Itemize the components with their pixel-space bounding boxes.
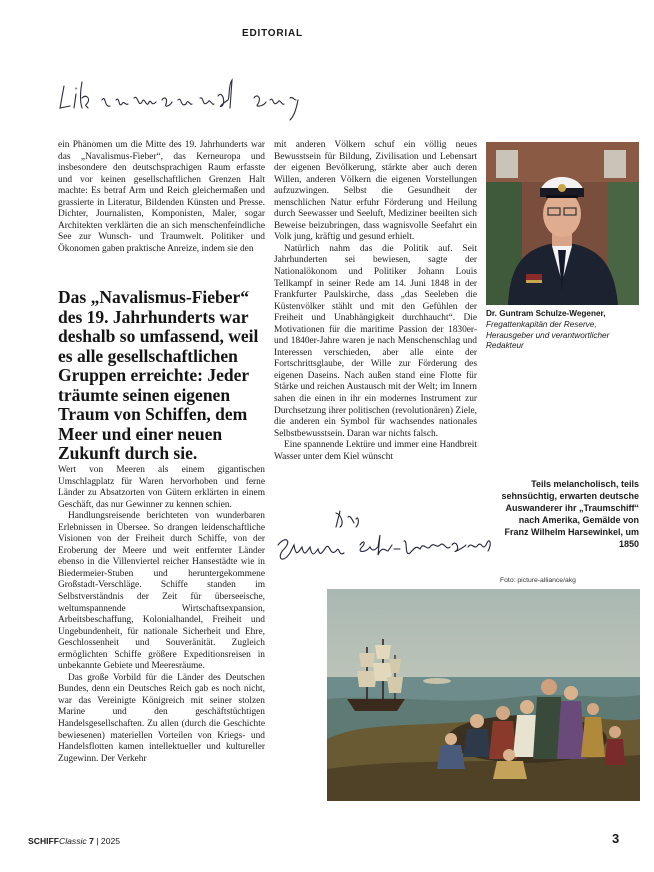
article-column-1-bottom <box>58 465 265 765</box>
footer-brand <box>28 836 120 846</box>
article-column-2 <box>274 140 477 463</box>
paragraph: mit anderen Völkern schuf ein völlig neues Bewusstsein für Bildung, Zivilisation und Lebensart der eigenen Bevölkerung, stärkte aber auch deren Willen, anderen Völkern die eigenen Vorstellungen aufzuzwingen. Selbst die Gesundheit der menschlichen Natur erfuhr Förderung und Heilung durch Seewasser und Seeluft, Mediziner beeilten sich Beweise beizubringen, dass wagnisvolle Seefahrt ein Volk jung, kräftig und gesund erhielt. <box>274 140 477 243</box>
article-column-1-top <box>58 140 265 255</box>
section-label: EDITORIAL <box>242 28 303 39</box>
handwritten-salutation <box>58 56 328 126</box>
paragraph: ein Phänomen um die Mitte des 19. Jahrhunderts war das „Navalismus-Fieber“, das Kerneuropa und insbesondere den deutschsprachigen Raum erfasste und vor keinen gesellschaftlichen Grenzen Halt machte: Es betraf Arm und Reich gleichermaßen und grassierte in Literatur, Bildenden Künsten und Presse. Dichter, Journalisten, Komponisten, Maler, sogar Architekten verklärten die an sich menschenfeindliche See zur Wunsch- und Traumwelt. Politiker und Ökonomen gaben praktische Anreize, indem sie den <box>58 140 265 254</box>
brand-suffix: Classic <box>59 836 87 846</box>
author-name: Dr. Guntram Schulze-Wegener, <box>486 309 606 318</box>
painting-caption: Teils melancholisch, teils sehnsüchtig, erwarten deutsche Auswanderer ihr „Traumschiff“ nach Amerika, Gemälde von Franz Wilhelm Harsewinkel, um 1850 <box>501 479 639 549</box>
brand-name: SCHIFF <box>28 836 60 846</box>
photo-credit: Foto: picture-alliance/akg <box>500 577 576 584</box>
author-portrait-photo <box>486 142 639 305</box>
pull-quote: Das „Navalismus-Fieber“ des 19. Jahrhunderts war deshalb so umfassend, weil es alle gesellschaftlichen Gruppen erreichte: Jeder träumte seinen eigenen Traum von Schiffen, dem Meer und einer neuen Zukunft durch sie. <box>58 287 259 463</box>
issue-number: 7 <box>89 836 94 846</box>
emigrants-painting <box>327 589 640 801</box>
page-number: 3 <box>612 831 620 846</box>
author-role: Fregattenkapitän der Reserve, Herausgeber und verantwortlicher Redakteur <box>486 319 610 351</box>
paragraph: Das große Vorbild für die Länder des Deutschen Bundes, denn ein Deutsches Reich gab es noch nicht, war das Vereinigte Königreich mit seiner stolzen Marine und den geschäftstüchtigen Handelsgesellschaften. Zu allen (durch die Geschichte bewiesenen) materiellen Vorteilen von Kriegs- und Handelsflotten kamen intellektueller und kultureller Zugewinn. Der Verkehr <box>58 672 265 764</box>
paragraph: Handlungsreisende berichteten von wunderbaren Erlebnissen in Übersee. So drangen leidenschaftliche Visionen von der Freiheit durch Schiffe, von der Eroberung der Meere und weit entfernter Länder ebenso in die Villenviertel reicher Hansestädte wie in Biedermeier-Stuben und heruntergekommene Großstadt-Verschläge. Schiffe standen im Selbstverständnis der Zeit für überseeische, weltumspannende Wirtschaftsexpansion, Arbeitsbeschaffung, Kolonialhandel, Freiheit und Ungebundenheit, für nationale Sicherheit und Ehre, Geschlossenheit und Souveränität. Zugleich ermöglichten Schiffe größere Expeditionsreisen in unbekannte Gebiete und Meeresräume. <box>58 511 265 672</box>
portrait-caption <box>486 309 646 352</box>
handwritten-signature <box>270 505 500 575</box>
issue-year: | 2025 <box>96 836 121 846</box>
paragraph: Wert von Meeren als einem gigantischen Umschlagplatz für Waren hervorhoben und ferne Länder zu Absatzorten von Gütern erklärten in einem Geschäft, das nur Gewinner zu kennen schien. <box>58 465 265 510</box>
paragraph: Natürlich nahm das die Politik auf. Seit Jahrhunderten sei bewiesen, sagte der Nationalökonom und Politiker Johann Louis Tellkampf in seiner Rede am 14. Juni 1848 in der Frankfurter Paulskirche, dass „das Seeleben die Küstenvölker stählt und mit den Gefühlen der Freiheit und Unabhängigkeit durchhaucht“. Die Motivationen für die maritime Passion der 1830er- und 1840er-Jahre waren je nach Menschenschlag und Interessen verschieden, aber alle einte der Fortschrittsglaube, der Wille zur Förderung des eigenen Daseins. Nach außen stand eine Flotte für Stärke und reichen Austausch mit der Welt; im Innern sahen die einen in ihr ein modernes Instrument zur Durchsetzung ihrer politischen (revolutionären) Ziele, die anderen ein Symbol für wachsendes nationales Selbstbewusstsein. Daran war nichts falsch. <box>274 243 477 439</box>
paragraph: Eine spannende Lektüre und immer eine Handbreit Wasser unter dem Kiel wünscht <box>274 440 477 462</box>
